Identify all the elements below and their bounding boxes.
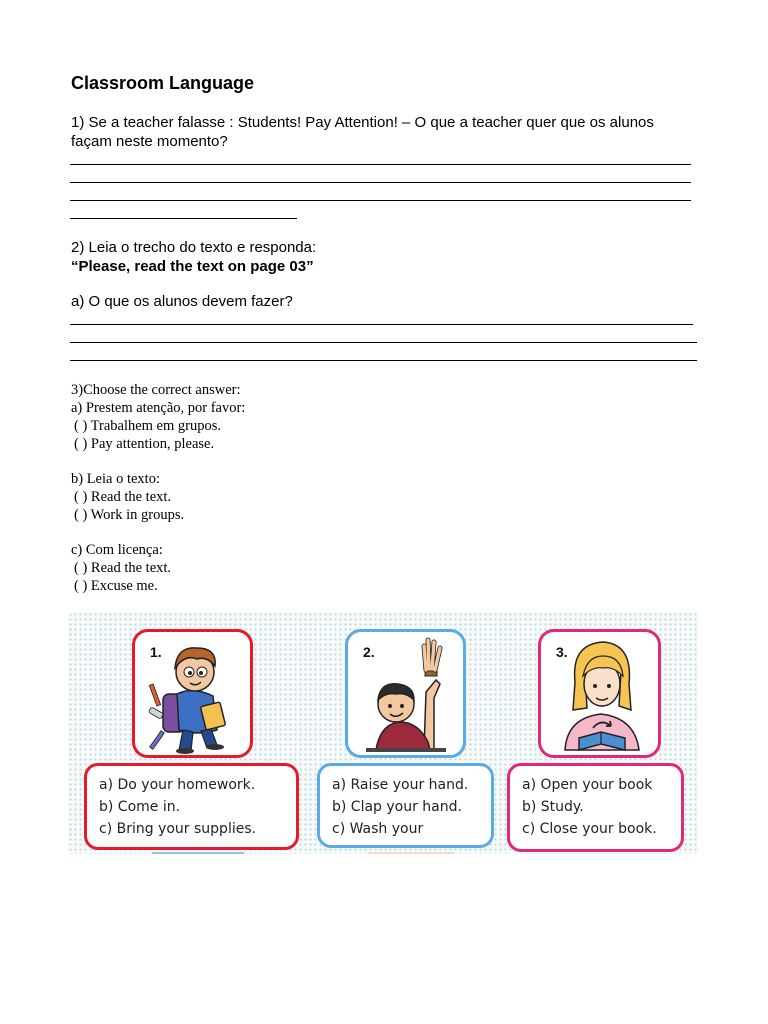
card-option[interactable]: b) Come in. (99, 799, 181, 815)
option[interactable]: ( ) Read the text. (74, 489, 172, 505)
answer-line[interactable] (70, 324, 693, 325)
question-3c-prompt: c) Com licença: (71, 542, 163, 558)
answer-line[interactable] (70, 218, 297, 219)
option[interactable]: ( ) Work in groups. (74, 507, 185, 523)
card-number: 1. (150, 644, 162, 660)
card-option[interactable]: b) Clap your hand. (332, 799, 462, 815)
card-option[interactable]: b) Study. (522, 799, 584, 815)
question-1-line-2: façam neste momento? (71, 133, 228, 150)
card-option[interactable]: a) Raise your hand. (332, 777, 469, 793)
option[interactable]: ( ) Read the text. (74, 560, 172, 576)
question-3b-prompt: b) Leia o texto: (71, 471, 160, 487)
answer-line[interactable] (70, 182, 691, 183)
page-title: Classroom Language (71, 73, 255, 93)
answer-line[interactable] (70, 164, 691, 165)
card-option[interactable]: c) Bring your supplies. (99, 821, 257, 837)
cropped-card-edge (152, 852, 244, 854)
card-option[interactable]: a) Open your book (522, 777, 653, 793)
card-1-options (84, 763, 299, 850)
option[interactable]: ( ) Trabalhem em grupos. (74, 418, 221, 434)
option[interactable]: ( ) Pay attention, please. (74, 436, 215, 452)
classroom-commands-illustration (68, 612, 698, 854)
cropped-card-edge (368, 852, 454, 854)
card-number: 2. (363, 644, 375, 660)
question-2-intro: 2) Leia o trecho do texto e responda: (71, 239, 317, 256)
question-2a: a) O que os alunos devem fazer? (71, 293, 293, 310)
option[interactable]: ( ) Excuse me. (74, 578, 158, 594)
answer-line[interactable] (70, 342, 697, 343)
answer-line[interactable] (70, 360, 697, 361)
card-2-options (317, 763, 494, 848)
card-option[interactable]: a) Do your homework. (99, 777, 256, 793)
card-option[interactable]: c) Wash your (332, 821, 424, 837)
card-number: 3. (556, 644, 568, 660)
card-3-options (507, 763, 684, 852)
question-3-intro: 3)Choose the correct answer: (71, 382, 241, 398)
card-option[interactable]: c) Close your book. (522, 821, 657, 837)
question-1-line-1: 1) Se a teacher falasse : Students! Pay Attention! – O que a teacher quer que os alunos (71, 114, 654, 131)
question-3a-prompt: a) Prestem atenção, por favor: (71, 400, 246, 416)
answer-line[interactable] (70, 200, 691, 201)
question-2-quote: “Please, read the text on page 03” (71, 258, 314, 275)
